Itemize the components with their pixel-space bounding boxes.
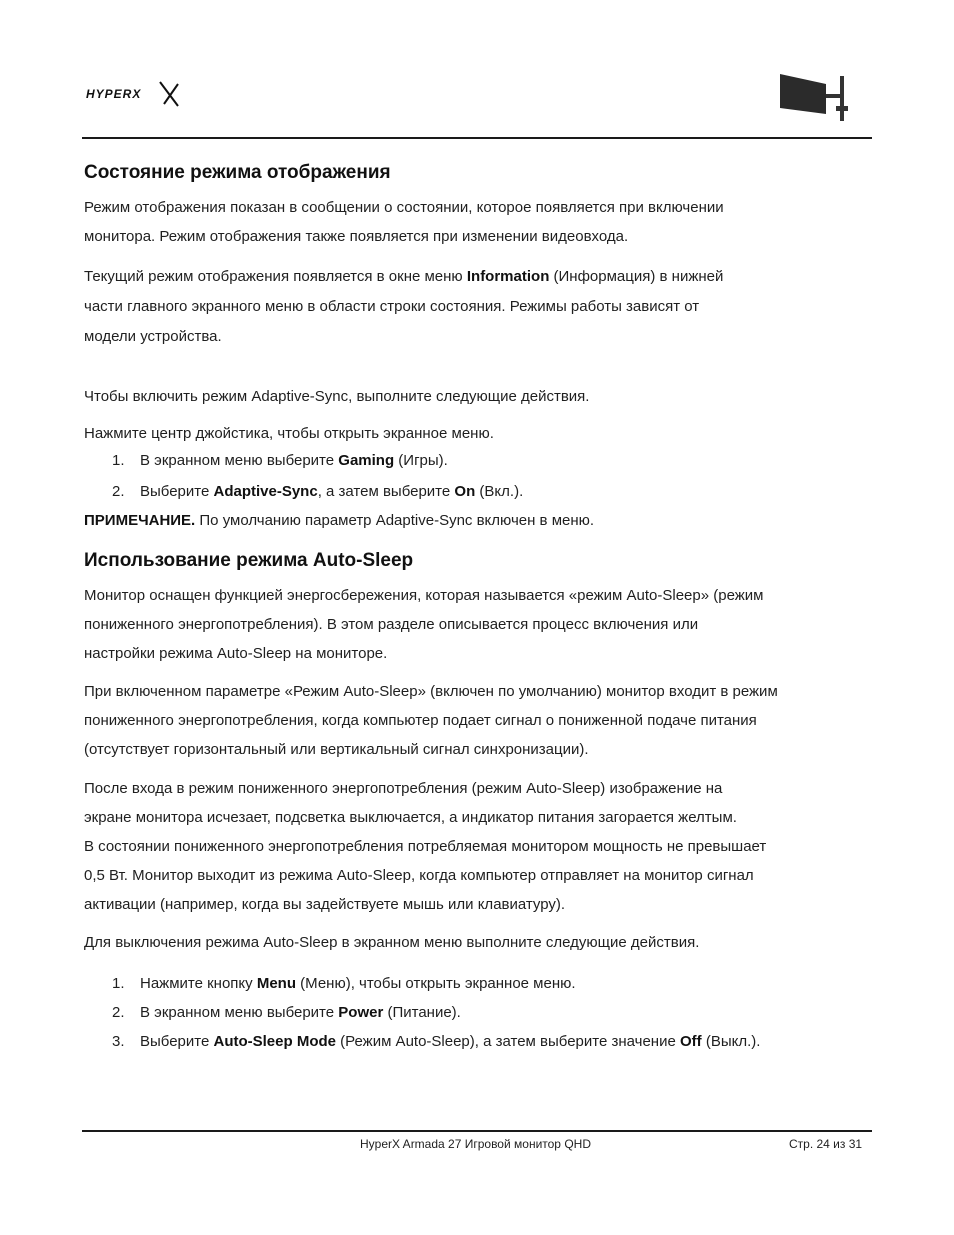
hyperx-logo — [84, 80, 184, 112]
monitor-arm-icon — [778, 72, 852, 124]
paragraph-line: В состоянии пониженного энергопотребления потребляемая монитором мощность не превышает — [84, 838, 767, 855]
paragraph-line: (отсутствует горизонтальный или вертикальный сигнал синхронизации). — [84, 741, 589, 758]
paragraph-line: экране монитора исчезает, подсветка выключается, а индикатор питания загорается желтым. — [84, 809, 737, 826]
hyperx-logo-text: HYPERX — [86, 87, 142, 101]
paragraph-line: настройки режима Auto-Sleep на мониторе. — [84, 645, 388, 662]
paragraph-line: Нажмите центр джойстика, чтобы открыть экранное меню. — [84, 425, 494, 442]
list-item: Нажмите кнопку Menu (Меню), чтобы открыть экранное меню. — [140, 975, 576, 992]
step-number: 1. — [112, 975, 125, 992]
page-number: Стр. 24 из 31 — [789, 1137, 863, 1151]
step-number: 3. — [112, 1033, 125, 1050]
list-item: Выберите Adaptive-Sync, а затем выберите On (Вкл.). — [140, 483, 524, 500]
header-divider — [82, 137, 872, 139]
paragraph-line: активации (например, когда вы задействуете мышь или клавиатуру). — [84, 896, 566, 913]
paragraph-line: Для выключения режима Auto-Sleep в экранном меню выполните следующие действия. — [84, 934, 700, 951]
section-title-auto-sleep: Использование режима Auto-Sleep — [84, 550, 414, 571]
paragraph-line: пониженного энергопотребления, когда компьютер подает сигнал о пониженной подаче питания — [84, 712, 757, 729]
paragraph-line: Режим отображения показан в сообщении о состоянии, которое появляется при включении — [84, 199, 724, 216]
section-title-display-mode: Состояние режима отображения — [84, 162, 391, 183]
list-item: В экранном меню выберите Gaming (Игры). — [140, 452, 448, 469]
list-item: Выберите Auto-Sleep Mode (Режим Auto-Sleep), а затем выберите значение Off (Выкл.). — [140, 1033, 761, 1050]
step-number: 1. — [112, 452, 125, 469]
paragraph-line: части главного экранного меню в области строки состояния. Режимы работы зависят от — [84, 298, 700, 315]
footer-title: HyperX Armada 27 Игровой монитор QHD — [360, 1137, 591, 1151]
paragraph-line: После входа в режим пониженного энергопотребления (режим Auto-Sleep) изображение на — [84, 780, 723, 797]
paragraph-line: Монитор оснащен функцией энергосбережения, которая называется «режим Auto-Sleep» (режим — [84, 587, 764, 604]
footer-divider — [82, 1130, 872, 1132]
list-item: В экранном меню выберите Power (Питание). — [140, 1004, 461, 1021]
paragraph-line: Текущий режим отображения появляется в окне меню Information (Информация) в нижней — [84, 268, 724, 285]
paragraph-line: 0,5 Вт. Монитор выходит из режима Auto-Sleep, когда компьютер отправляет на монитор сигнал — [84, 867, 754, 884]
paragraph-line: При включенном параметре «Режим Auto-Sleep» (включен по умолчанию) монитор входит в режим — [84, 683, 778, 700]
paragraph-line: модели устройства. — [84, 328, 222, 345]
paragraph-line: пониженного энергопотребления). В этом разделе описывается процесс включения или — [84, 616, 699, 633]
paragraph-line: монитора. Режим отображения также появляется при изменении видеовхода. — [84, 228, 629, 245]
step-number: 2. — [112, 483, 125, 500]
note: ПРИМЕЧАНИЕ. По умолчанию параметр Adaptive-Sync включен в меню. — [84, 512, 595, 529]
paragraph-line: Чтобы включить режим Adaptive-Sync, выполните следующие действия. — [84, 388, 590, 405]
step-number: 2. — [112, 1004, 125, 1021]
